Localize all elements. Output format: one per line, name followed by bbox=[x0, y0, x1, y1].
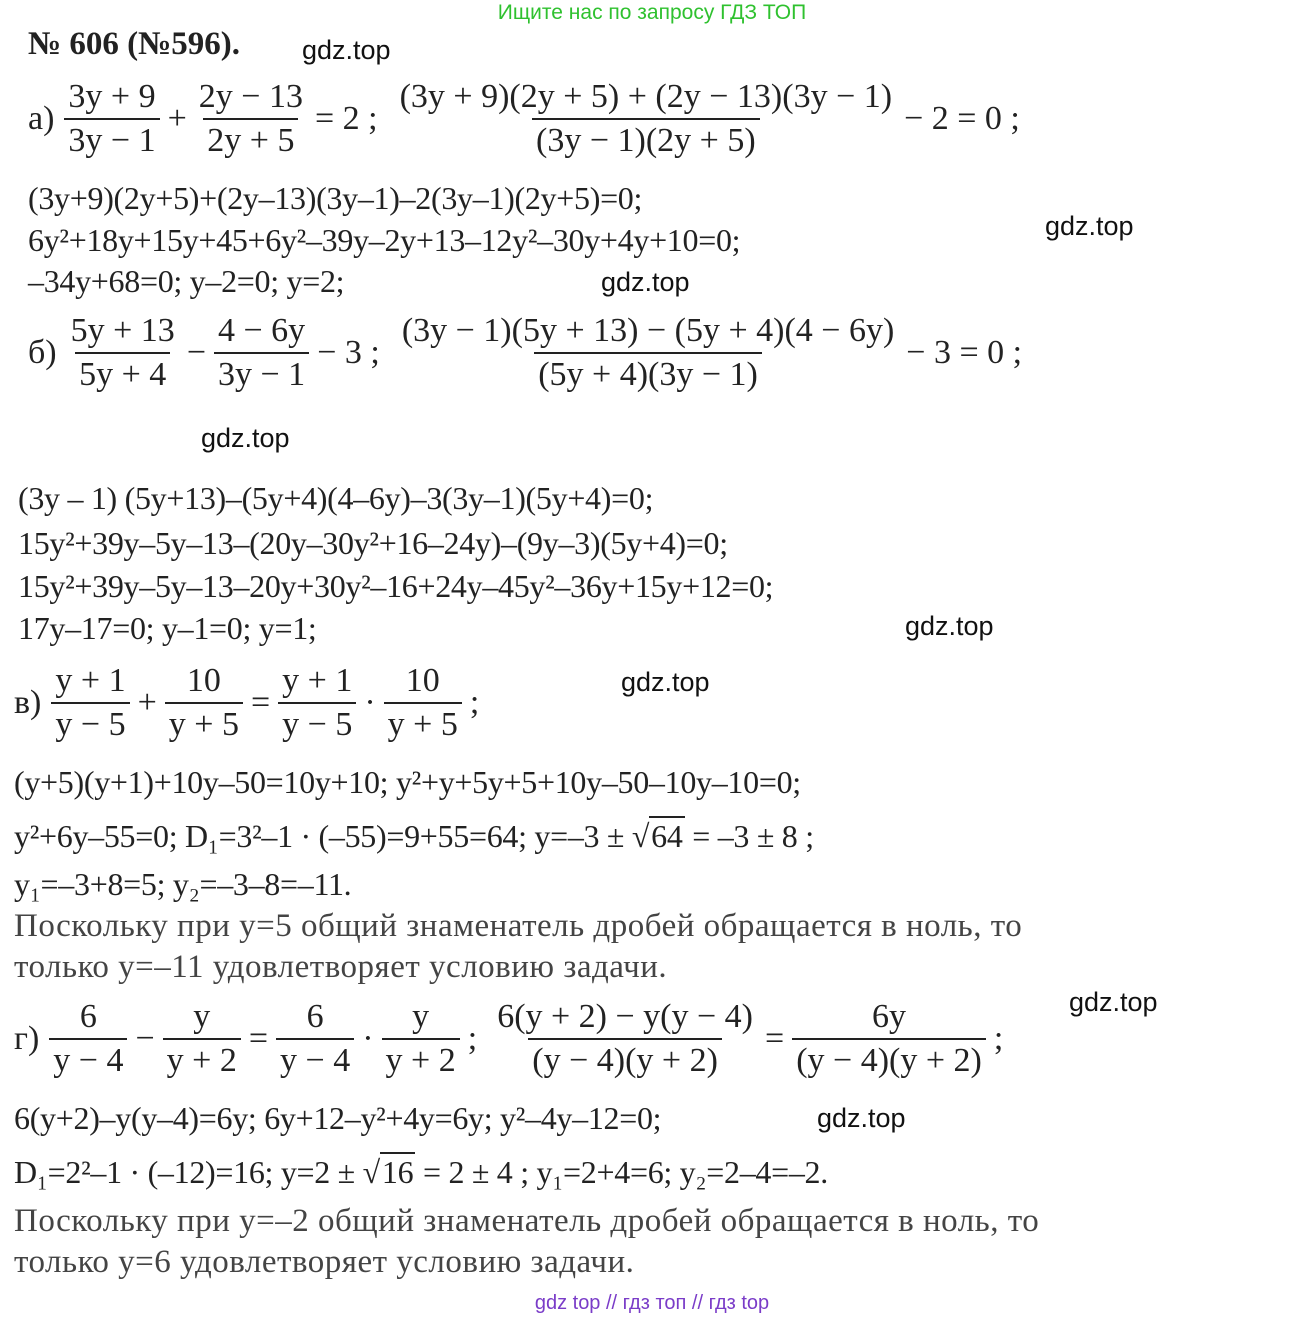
denominator: (3y − 1)(2y + 5) bbox=[532, 118, 760, 160]
fraction bbox=[67, 312, 179, 394]
solution-line: –34y+68=0; y–2=0; y=2; bbox=[28, 263, 345, 299]
note-line: Поскольку при y=5 общий знаменатель дробей обращается в ноль, то bbox=[14, 908, 1023, 944]
solution-line bbox=[14, 818, 814, 855]
denominator: y + 5 bbox=[165, 702, 243, 744]
fraction bbox=[195, 78, 307, 160]
fraction bbox=[398, 312, 898, 394]
numerator: y bbox=[412, 998, 430, 1035]
operator: − 3 ; bbox=[317, 334, 380, 371]
denominator: y + 5 bbox=[384, 702, 462, 744]
fraction bbox=[493, 998, 757, 1080]
operator: ; bbox=[469, 684, 480, 721]
part-label: б) bbox=[28, 334, 57, 371]
solution-line: 6(y+2)–y(y–4)=6y; 6y+12–y²+4y=6y; y²–4y–12=0; bbox=[14, 1100, 662, 1136]
denominator: 3y − 1 bbox=[64, 118, 159, 160]
fraction bbox=[792, 998, 986, 1080]
operator: · bbox=[362, 1020, 374, 1057]
operator: ; bbox=[467, 1020, 478, 1057]
watermark: gdz.top bbox=[817, 1103, 906, 1133]
line-text: = 2 ± 4 ; y₁=2+4=6; y₂=2–4=–2. bbox=[415, 1154, 828, 1190]
numerator: (3y + 9)(2y + 5) + (2y − 13)(3y − 1) bbox=[399, 78, 893, 115]
operator: = bbox=[250, 684, 271, 721]
denominator: (5y + 4)(3y − 1) bbox=[534, 352, 762, 394]
part-b-equation bbox=[28, 312, 1026, 394]
watermark: gdz.top bbox=[905, 611, 994, 641]
fraction bbox=[384, 662, 462, 744]
denominator: y − 5 bbox=[278, 702, 356, 744]
note-line: только y=–11 удовлетворяет условию задачи. bbox=[14, 949, 668, 985]
note-line: только y=6 удовлетворяет условию задачи. bbox=[14, 1244, 635, 1280]
fraction bbox=[214, 312, 309, 394]
numerator: 5y + 13 bbox=[70, 312, 175, 349]
operator: − 3 = 0 ; bbox=[906, 334, 1023, 371]
fraction bbox=[382, 998, 460, 1080]
operator: + bbox=[167, 100, 187, 137]
operator: − bbox=[186, 334, 206, 371]
fraction bbox=[64, 78, 159, 160]
numerator: 3y + 9 bbox=[68, 78, 156, 115]
part-label: в) bbox=[14, 684, 42, 721]
radicand: 64 bbox=[651, 818, 683, 854]
numerator: 10 bbox=[186, 662, 221, 699]
solution-line: 6y²+18y+15y+45+6y²–39y–2y+13–12y²–30y+4y+10=0; bbox=[28, 222, 741, 258]
fraction bbox=[276, 998, 354, 1080]
line-text: = –3 ± 8 ; bbox=[684, 818, 814, 854]
operator: = bbox=[765, 1020, 785, 1057]
watermark: gdz.top bbox=[302, 35, 391, 65]
numerator: 10 bbox=[405, 662, 440, 699]
denominator: 2y + 5 bbox=[203, 118, 298, 160]
line-text: D₁=2²–1 · (–12)=16; y=2 ± √ bbox=[14, 1154, 380, 1190]
denominator: y − 4 bbox=[49, 1038, 127, 1080]
numerator: 4 − 6y bbox=[218, 312, 306, 349]
numerator: (3y − 1)(5y + 13) − (5y + 4)(4 − 6y) bbox=[401, 312, 895, 349]
watermark: gdz.top bbox=[601, 267, 690, 297]
watermark: gdz.top bbox=[1045, 211, 1134, 241]
part-v-equation bbox=[14, 662, 483, 744]
solution-line: 17y–17=0; y–1=0; y=1; bbox=[18, 610, 317, 646]
denominator: y − 5 bbox=[51, 702, 129, 744]
part-label: г) bbox=[14, 1020, 40, 1057]
footer-links: gdz top // гдз топ // гдз top bbox=[534, 1292, 770, 1314]
numerator: 6(y + 2) − y(y − 4) bbox=[497, 998, 754, 1035]
watermark: gdz.top bbox=[1069, 987, 1158, 1017]
watermark: gdz.top bbox=[621, 667, 710, 697]
solution-line: 15y²+39y–5y–13–20y+30y²–16+24y–45y²–36y+15y+12=0; bbox=[18, 568, 774, 604]
operator: = bbox=[248, 1020, 269, 1057]
numerator: y + 1 bbox=[282, 662, 353, 699]
solution-line bbox=[14, 1154, 828, 1191]
fraction bbox=[278, 662, 356, 744]
part-a-equation bbox=[28, 78, 1024, 160]
numerator: 6y bbox=[872, 998, 907, 1035]
denominator: (y − 4)(y + 2) bbox=[528, 1038, 722, 1080]
problem-title: № 606 (№596). bbox=[28, 26, 241, 62]
denominator: 5y + 4 bbox=[75, 352, 170, 394]
part-g-equation bbox=[14, 998, 1007, 1080]
numerator: 6 bbox=[79, 998, 97, 1035]
operator: − 2 = 0 ; bbox=[904, 100, 1020, 137]
numerator: y + 1 bbox=[55, 662, 126, 699]
operator: · bbox=[364, 684, 376, 721]
operator: + bbox=[137, 684, 157, 721]
numerator: y bbox=[193, 998, 211, 1035]
part-label: а) bbox=[28, 100, 55, 137]
fraction bbox=[49, 998, 127, 1080]
denominator: y − 4 bbox=[276, 1038, 354, 1080]
solution-line: y₁=–3+8=5; y₂=–3–8=–11. bbox=[14, 866, 352, 902]
radicand: 16 bbox=[381, 1154, 414, 1190]
operator: − bbox=[135, 1020, 155, 1057]
search-banner: Ищите нас по запросу ГДЗ ТОП bbox=[497, 1, 807, 24]
watermark: gdz.top bbox=[201, 423, 290, 453]
denominator: (y − 4)(y + 2) bbox=[792, 1038, 986, 1080]
solution-line: (y+5)(y+1)+10y–50=10y+10; y²+y+5y+5+10y–50–10y–10=0; bbox=[14, 764, 801, 800]
note-line: Поскольку при y=–2 общий знаменатель дробей обращается в ноль, то bbox=[14, 1203, 1040, 1239]
solution-line: 15y²+39y–5y–13–(20y–30y²+16–24y)–(9y–3)(5y+4)=0; bbox=[18, 525, 728, 561]
fraction bbox=[51, 662, 129, 744]
fraction bbox=[163, 998, 241, 1080]
operator: = 2 ; bbox=[314, 100, 378, 137]
solution-line: (3y+9)(2y+5)+(2y–13)(3y–1)–2(3y–1)(2y+5)=0; bbox=[28, 180, 643, 216]
fraction bbox=[165, 662, 243, 744]
denominator: 3y − 1 bbox=[214, 352, 309, 394]
solution-line: (3y – 1) (5y+13)–(5y+4)(4–6y)–3(3y–1)(5y+4)=0; bbox=[18, 480, 654, 516]
operator: ; bbox=[993, 1020, 1004, 1057]
fraction bbox=[396, 78, 896, 160]
denominator: y + 2 bbox=[163, 1038, 241, 1080]
line-text: y²+6y–55=0; D₁=3²–1 · (–55)=9+55=64; y=–3 ± √ bbox=[14, 818, 650, 854]
numerator: 6 bbox=[306, 998, 324, 1035]
denominator: y + 2 bbox=[382, 1038, 460, 1080]
numerator: 2y − 13 bbox=[198, 78, 303, 115]
